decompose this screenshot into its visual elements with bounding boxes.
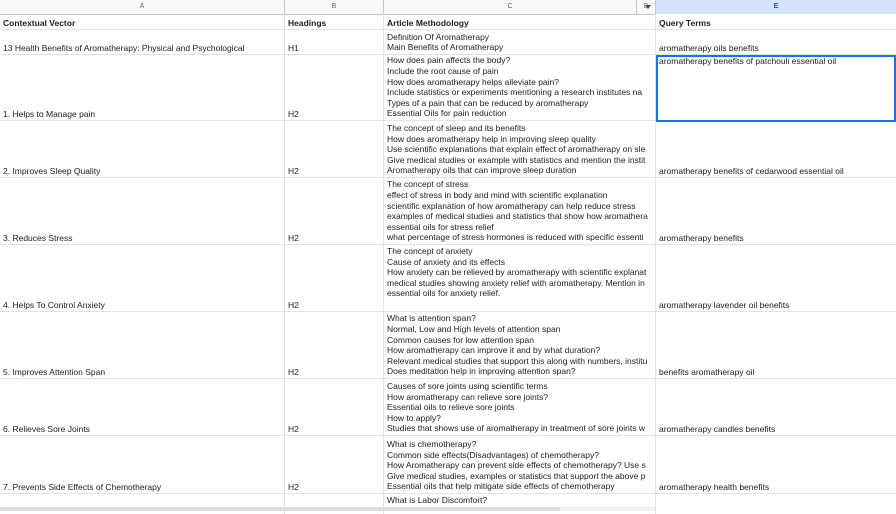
cell[interactable]	[384, 494, 656, 514]
heading-level: H2	[288, 109, 299, 119]
methodology-line: Types of a pain that can be reduced by aromatherapy	[387, 97, 589, 108]
column-header-c[interactable]: C	[384, 0, 637, 14]
methodology-line: The concept of sleep and its benefits	[387, 123, 526, 134]
table-row	[0, 436, 896, 494]
methodology-line: what percentage of stress hormones is reduced with specific essenti	[387, 232, 644, 243]
table-row	[0, 55, 896, 121]
methodology-line: The concept of stress	[387, 179, 469, 190]
cell[interactable]	[0, 55, 285, 120]
methodology-line: Aromatherapy oils that can improve sleep duration	[387, 165, 577, 176]
methodology-text	[387, 381, 645, 434]
methodology-line: Causes of sore joints using scientific terms	[387, 381, 548, 392]
cell[interactable]	[285, 312, 384, 378]
methodology-line: medical studies showing anxiety relief with aromatherapy. Mention in	[387, 277, 645, 288]
methodology-line: Main Benefits of Aromatherapy	[387, 42, 504, 53]
methodology-text	[387, 246, 646, 299]
methodology-line: Give medical studies or example with statistics and mention the instit	[387, 154, 646, 165]
cell[interactable]	[656, 30, 896, 54]
cell[interactable]	[656, 121, 896, 177]
methodology-text	[387, 55, 642, 119]
cell[interactable]	[285, 55, 384, 120]
cell[interactable]	[285, 30, 384, 54]
filter-dropdown-icon[interactable]	[645, 5, 651, 9]
methodology-line: effect of stress in body and mind with scientific explanation	[387, 190, 608, 201]
methodology-text	[387, 495, 487, 506]
methodology-line: Relevant medical studies that support this along with numbers, institu	[387, 355, 648, 366]
cell[interactable]	[285, 379, 384, 435]
cell[interactable]	[0, 245, 285, 311]
header-query-terms: Query Terms	[659, 18, 711, 28]
methodology-line: Studies that shows use of aromatherapy in treatment of sore joints w	[387, 423, 645, 434]
cell[interactable]	[285, 494, 384, 514]
header-contextual-vector: Contextual Vector	[3, 18, 76, 28]
cell[interactable]	[384, 30, 656, 54]
header-headings: Headings	[288, 18, 327, 28]
column-header-b[interactable]: B	[285, 0, 384, 14]
cell[interactable]	[0, 121, 285, 177]
methodology-line: Essential oils that help mitigate side effects of chemotherapy	[387, 481, 615, 492]
methodology-text	[387, 123, 645, 176]
column-header-a[interactable]: A	[0, 0, 285, 14]
contextual-vector: 4. Helps To Control Anxiety	[3, 300, 105, 310]
query-term: aromatherapy health benefits	[659, 482, 770, 492]
header-article-methodology: Article Methodology	[387, 18, 469, 28]
cell[interactable]	[384, 245, 656, 311]
cell[interactable]	[285, 178, 384, 244]
heading-level: H2	[288, 300, 299, 310]
methodology-line: Include statistics or experiments mentioning a research institutes na	[387, 87, 643, 98]
query-term: aromatherapy benefits of patchouli essential oil	[659, 56, 837, 66]
methodology-line: How aromatherapy can relieve sore joints?	[387, 391, 549, 402]
cell[interactable]	[384, 121, 656, 177]
table-row	[0, 178, 896, 245]
heading-level: H2	[288, 233, 299, 243]
methodology-line: How Aromatherapy can prevent side effects of chemotherapy? Use s	[387, 460, 646, 471]
cell[interactable]	[285, 14, 384, 29]
contextual-vector: 7. Prevents Side Effects of Chemotherapy	[3, 482, 162, 492]
methodology-line: How does aromatherapy help in improving sleep quality	[387, 133, 596, 144]
methodology-line: Normal, Low and High levels of attention span	[387, 324, 561, 335]
methodology-line: Use scientific explanations that explain effect of aromatherapy on sle	[387, 144, 646, 155]
column-header-d[interactable]: D	[637, 0, 656, 14]
cell[interactable]	[285, 245, 384, 311]
cell[interactable]	[285, 436, 384, 493]
cell[interactable]	[384, 55, 656, 120]
methodology-line: How does aromatherapy helps alleviate pain?	[387, 76, 559, 87]
query-term: aromatherapy candles benefits	[659, 424, 776, 434]
methodology-line: Cause of anxiety and its effects	[387, 256, 505, 267]
methodology-line: Include the root cause of pain	[387, 66, 499, 77]
methodology-line: What is Labor Discomfort?	[387, 495, 488, 505]
contextual-vector: 3. Reduces Stress	[3, 233, 73, 243]
methodology-line: What is attention span?	[387, 313, 476, 324]
methodology-line: Does meditation help in improving attention span?	[387, 366, 576, 377]
cell[interactable]	[0, 379, 285, 435]
query-term: aromatherapy benefits of cedarwood essential oil	[659, 166, 844, 176]
methodology-line: How aromatherapy can improve it and by what duration?	[387, 345, 601, 356]
cell[interactable]	[656, 245, 896, 311]
cell[interactable]	[656, 178, 896, 244]
cell[interactable]	[656, 55, 896, 120]
contextual-vector: 13 Health Benefits of Aromatherapy: Physical and Psychological	[3, 43, 245, 53]
cell[interactable]	[0, 178, 285, 244]
heading-level: H2	[288, 482, 299, 492]
cell[interactable]	[656, 379, 896, 435]
contextual-vector: 5. Improves Attention Span	[3, 367, 106, 377]
methodology-text	[387, 439, 646, 492]
cell[interactable]	[0, 494, 285, 514]
query-term: aromatherapy benefits	[659, 233, 744, 243]
table-row	[0, 245, 896, 312]
contextual-vector: 1. Helps to Manage pain	[3, 109, 96, 119]
methodology-line: examples of medical studies and statistics that show how aromathera	[387, 211, 648, 222]
heading-level: H1	[288, 43, 299, 53]
methodology-line: How does pain affects the body?	[387, 55, 511, 66]
cell[interactable]	[384, 379, 656, 435]
cell[interactable]	[656, 494, 896, 514]
heading-level: H2	[288, 367, 299, 377]
table-row	[0, 312, 896, 379]
cell[interactable]	[0, 14, 285, 29]
methodology-line: The concept of anxiety	[387, 246, 473, 256]
methodology-line: essential oils for stress relief	[387, 221, 494, 232]
query-term: aromatherapy oils benefits	[659, 43, 759, 53]
methodology-line: How to apply?	[387, 412, 441, 423]
methodology-line: Essential oils to relieve sore joints	[387, 402, 515, 413]
query-term: benefits aromatherapy oil	[659, 367, 755, 377]
cell[interactable]	[656, 436, 896, 493]
methodology-line: How anxiety can be relieved by aromatherapy with scientific explanat	[387, 267, 647, 278]
methodology-line: What is chemotherapy?	[387, 439, 477, 450]
methodology-text	[387, 32, 503, 53]
methodology-line: scientific explanation of how aromatherapy can help reduce stress	[387, 200, 636, 211]
table-row	[0, 121, 896, 178]
header-row	[0, 14, 896, 30]
table-row	[0, 30, 896, 55]
methodology-line: essential oils for anxiety relief.	[387, 288, 501, 299]
cell[interactable]	[384, 178, 656, 244]
methodology-line: Common side effects(Disadvantages) of chemotherapy?	[387, 449, 599, 460]
methodology-text	[387, 179, 648, 243]
cell[interactable]	[384, 436, 656, 493]
methodology-line: Essential Oils for pain reduction	[387, 108, 507, 119]
cell[interactable]	[656, 14, 896, 29]
methodology-line: Give medical studies, examples or statistics that support the above p	[387, 470, 646, 481]
cell[interactable]	[384, 14, 656, 29]
heading-level: H2	[288, 424, 299, 434]
table-row	[0, 494, 896, 514]
cell[interactable]	[656, 312, 896, 378]
column-header-e[interactable]: E	[656, 0, 896, 14]
cell[interactable]	[0, 312, 285, 378]
cell[interactable]	[0, 30, 285, 54]
contextual-vector: 2. Improves Sleep Quality	[3, 166, 101, 176]
methodology-text	[387, 313, 647, 377]
query-term: aromatherapy lavender oil benefits	[659, 300, 790, 310]
cell[interactable]	[0, 436, 285, 493]
column-header-bar	[0, 0, 896, 15]
cell[interactable]	[285, 121, 384, 177]
cell[interactable]	[384, 312, 656, 378]
table-row	[0, 379, 896, 436]
methodology-line: Definition Of Aromatherapy	[387, 31, 490, 42]
heading-level: H2	[288, 166, 299, 176]
contextual-vector: 6. Relieves Sore Joints	[3, 424, 90, 434]
methodology-line: Common causes for low attention span	[387, 334, 534, 345]
